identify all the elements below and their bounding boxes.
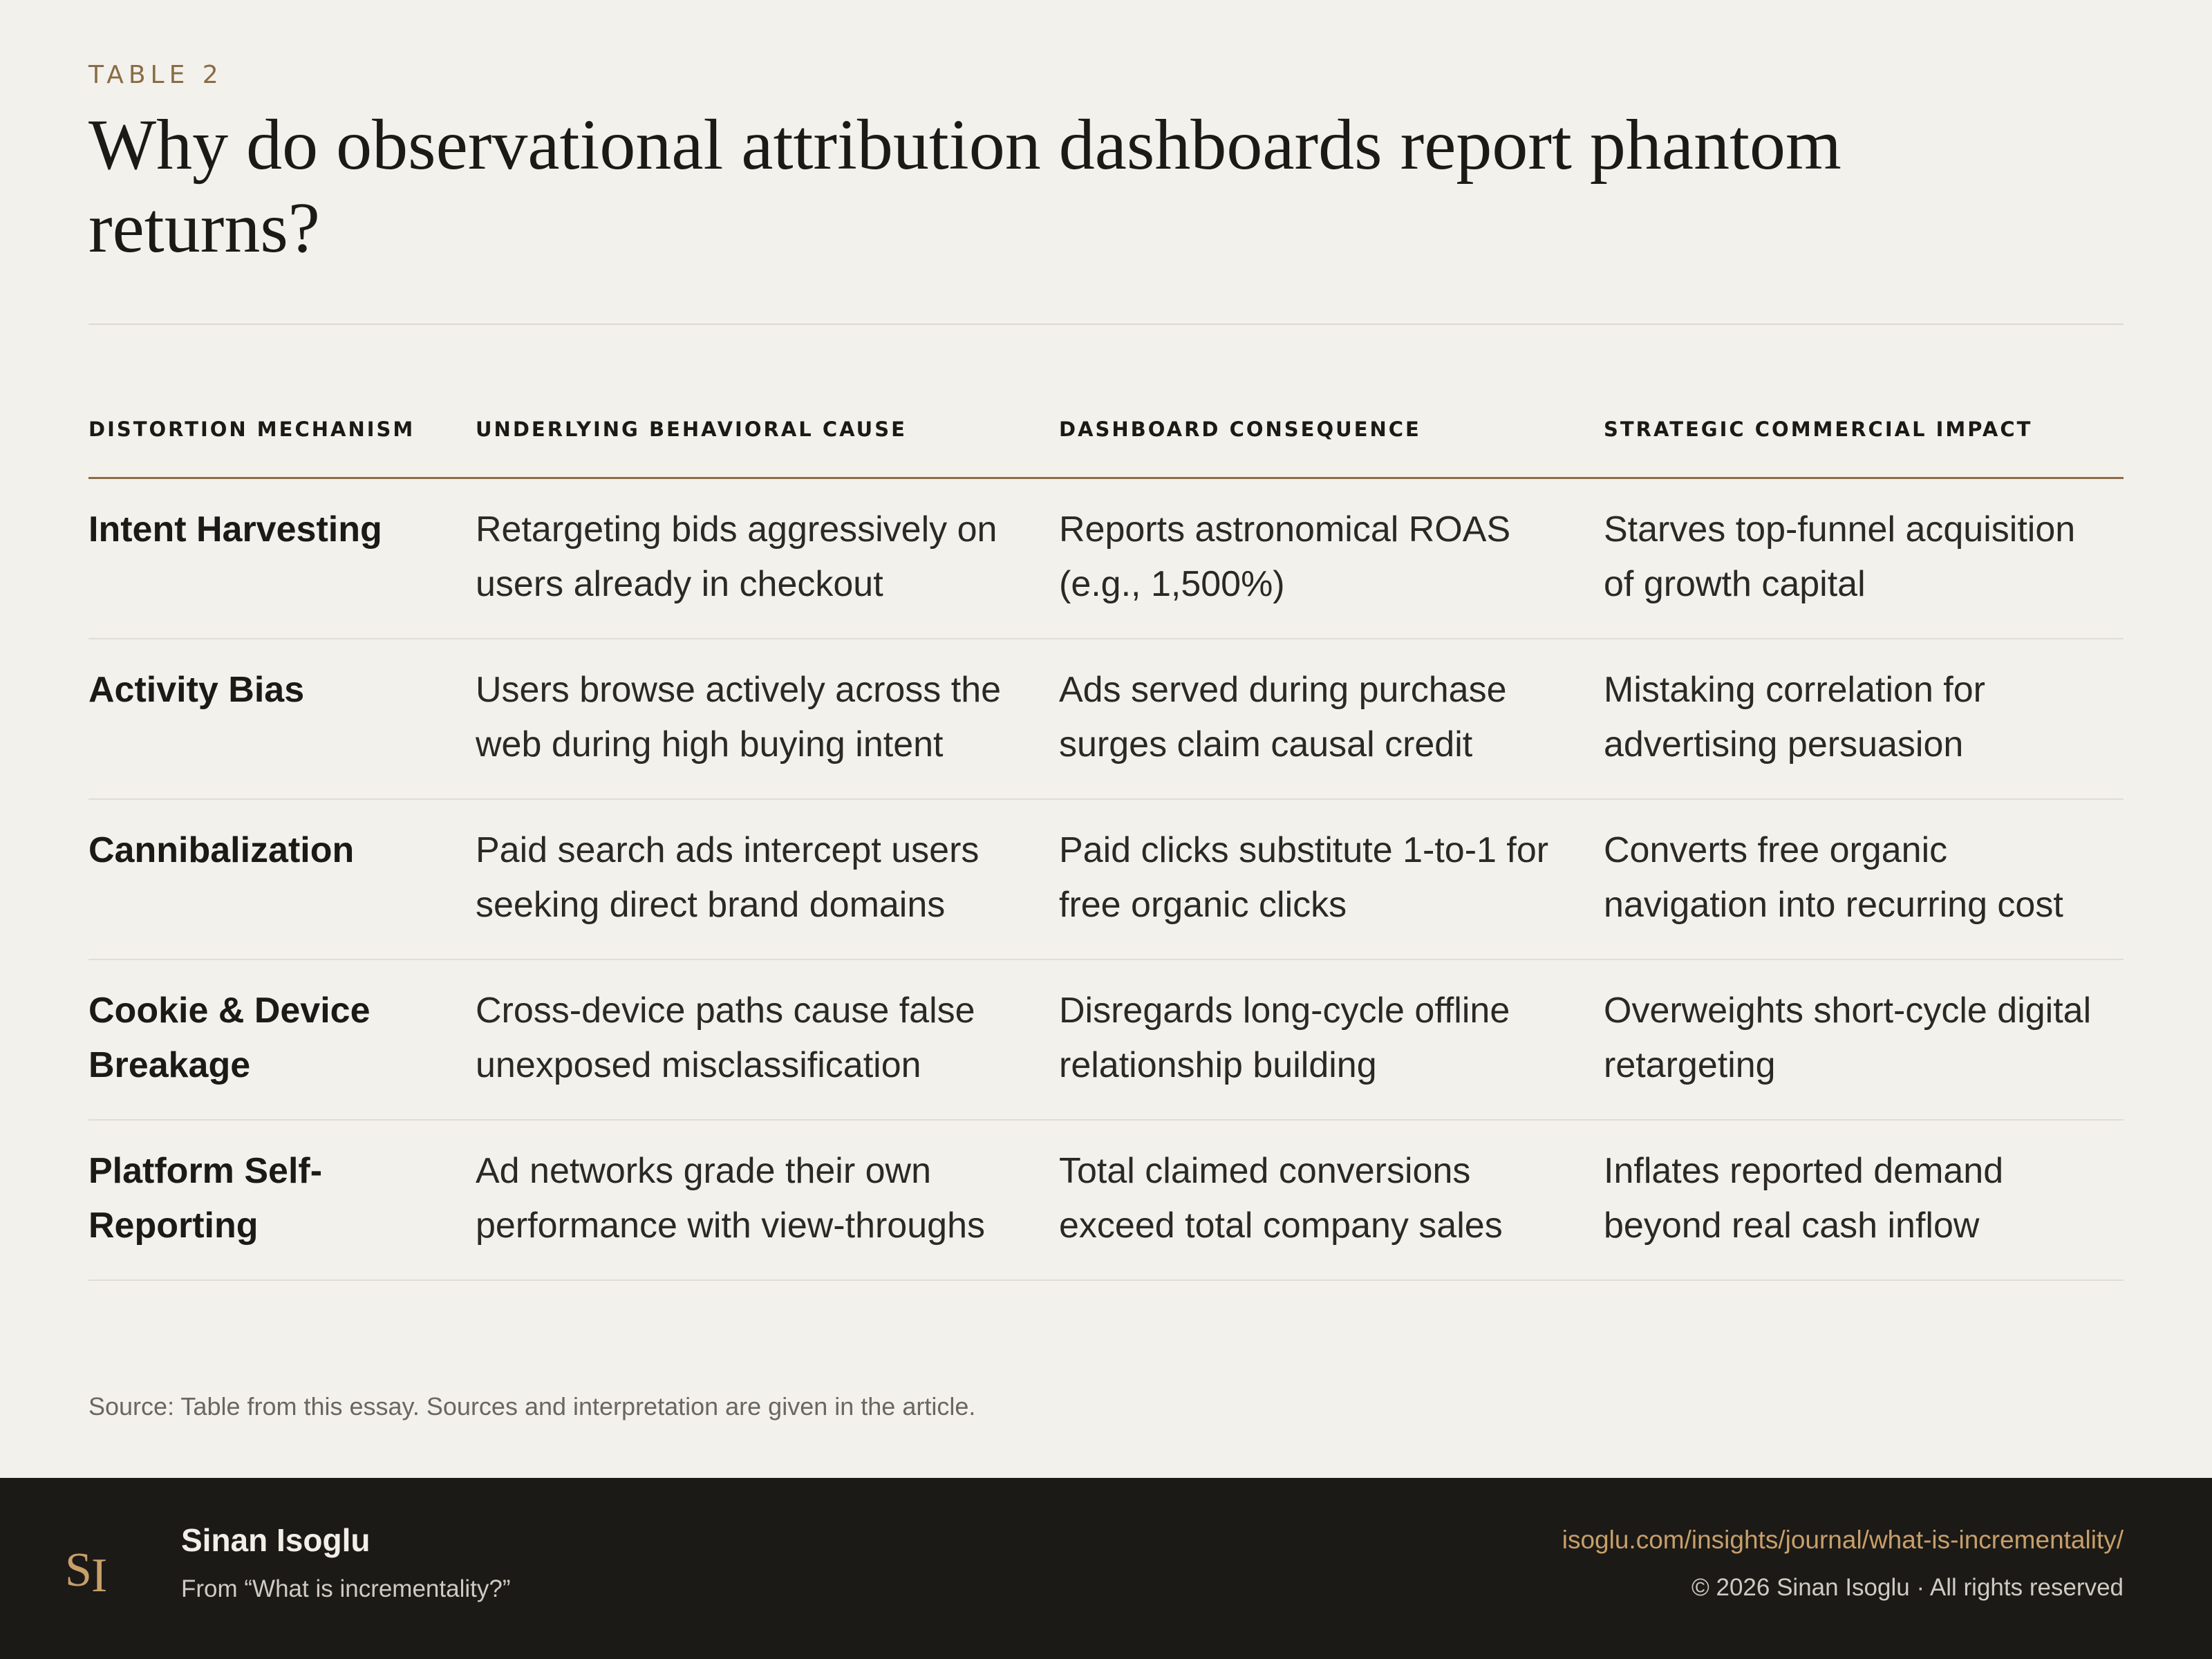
table-row (88, 959, 2124, 1120)
consequence-cell: Total claimed conversions exceed total company sales (1059, 1120, 1604, 1280)
monogram-logo (64, 1536, 122, 1598)
table-row (88, 478, 2124, 639)
column-header-mechanism: DISTORTION MECHANISM (88, 409, 476, 478)
author-name: Sinan Isoglu (181, 1522, 371, 1558)
consequence-cell: Paid clicks substitute 1-to-1 for free organic clicks (1059, 799, 1604, 959)
table-eyebrow: TABLE 2 (88, 61, 223, 89)
monogram-letter-s: S (65, 1544, 92, 1597)
table-row (88, 799, 2124, 959)
consequence-cell: Reports astronomical ROAS (e.g., 1,500%) (1059, 478, 1604, 639)
mechanism-cell: Platform Self-Reporting (88, 1120, 476, 1280)
mechanism-cell: Cookie & Device Breakage (88, 959, 476, 1120)
mechanism-cell: Cannibalization (88, 799, 476, 959)
source-note: Source: Table from this essay. Sources and interpretation are given in the article. (88, 1392, 976, 1421)
column-header-consequence: DASHBOARD CONSEQUENCE (1059, 409, 1604, 478)
distortion-table (88, 409, 2124, 1281)
divider (88, 324, 2124, 325)
impact-cell: Mistaking correlation for advertising persuasion (1604, 639, 2124, 799)
impact-cell: Converts free organic navigation into recurring cost (1604, 799, 2124, 959)
table-row (88, 1120, 2124, 1280)
cause-cell: Cross-device paths cause false unexposed misclassification (476, 959, 1059, 1120)
impact-cell: Overweights short-cycle digital retargeting (1604, 959, 2124, 1120)
consequence-cell: Ads served during purchase surges claim causal credit (1059, 639, 1604, 799)
impact-cell: Inflates reported demand beyond real cash inflow (1604, 1120, 2124, 1280)
consequence-cell: Disregards long-cycle offline relationship building (1059, 959, 1604, 1120)
column-header-impact: STRATEGIC COMMERCIAL IMPACT (1604, 409, 2124, 478)
footer (0, 1478, 2212, 1659)
cause-cell: Ad networks grade their own performance with view-throughs (476, 1120, 1059, 1280)
mechanism-cell: Activity Bias (88, 639, 476, 799)
article-reference: From “What is incrementality?” (181, 1575, 511, 1602)
page-title: Why do observational attribution dashboards report phantom returns? (88, 105, 1841, 268)
cause-cell: Paid search ads intercept users seeking direct brand domains (476, 799, 1059, 959)
table-header-row (88, 409, 2124, 478)
impact-cell: Starves top-funnel acquisition of growth capital (1604, 478, 2124, 639)
table-row (88, 639, 2124, 799)
article-link[interactable]: isoglu.com/insights/journal/what-is-incrementality/ (1562, 1526, 2124, 1554)
cause-cell: Retargeting bids aggressively on users already in checkout (476, 478, 1059, 639)
cause-cell: Users browse actively across the web during high buying intent (476, 639, 1059, 799)
column-header-cause: UNDERLYING BEHAVIORAL CAUSE (476, 409, 1059, 478)
copyright-notice: © 2026 Sinan Isoglu · All rights reserved (1691, 1574, 2124, 1601)
mechanism-cell: Intent Harvesting (88, 478, 476, 639)
monogram-letter-i: I (91, 1549, 108, 1598)
